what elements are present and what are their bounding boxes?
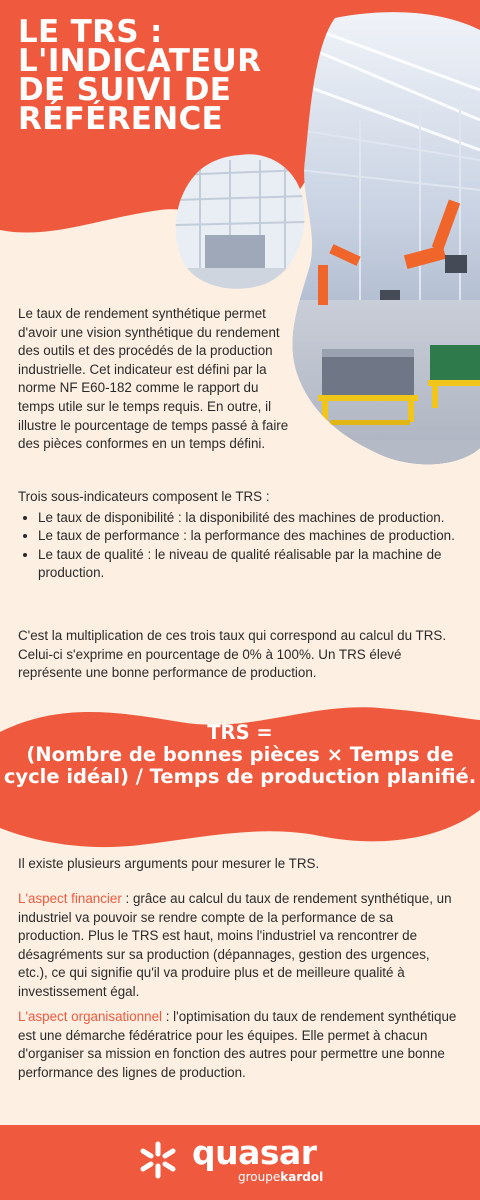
arguments-intro: Il existe plusieurs arguments pour mesurer le TRS.	[18, 856, 320, 871]
financial-aspect-paragraph	[18, 890, 463, 1002]
title-line-3: DE SUIVI DE	[18, 72, 232, 108]
sub-indicators-lead: Trois sous-indicateurs composent le TRS :	[18, 489, 270, 504]
list-item: • Le taux de disponibilité : la disponibilité des machines de production.	[38, 509, 463, 528]
sub-indicators-block	[18, 488, 463, 583]
financial-aspect-label: L'aspect financier	[18, 891, 122, 906]
organisational-aspect-label: L'aspect organisationnel	[18, 1009, 163, 1024]
sub-indicators-list	[18, 509, 463, 583]
group-name	[238, 1170, 323, 1184]
organisational-aspect-paragraph	[18, 1008, 463, 1082]
list-item: • Le taux de performance : la performance des machines de production.	[38, 527, 463, 546]
trs-formula	[0, 722, 480, 788]
financial-aspect-text: : grâce au calcul du taux de rendement synthétique, un industriel va pouvoir se rendre compte de la performance de sa production. Plus le TRS est haut, moins l'industriel va rencontrer de désagréments sur sa production (dépannages, gestion des urgences, etc.), ce qui signifie qu'il va produire plus et de meilleure qualité à investissement égal.	[18, 891, 452, 999]
organisational-aspect-text: : l'optimisation du taux de rendement synthétique est une démarche fédératrice pour les équipes. Elle permet à chacun d'organiser sa mission en fonction des autres pour permettre une bonne performance des lignes de production.	[18, 1009, 457, 1080]
formula-line-3: cycle idéal) / Temps de production planifié.	[3, 765, 477, 788]
title-line-2: L'INDICATEUR	[18, 43, 262, 79]
group-brand: kardol	[280, 1170, 324, 1184]
page-title	[18, 14, 308, 137]
list-item: • Le taux de qualité : le niveau de qualité réalisable par la machine de production.	[38, 546, 463, 583]
quasar-logo	[138, 1133, 348, 1192]
intro-paragraph: Le taux de rendement synthétique permet d'avoir une vision synthétique du rendement des outils et des procédés de la production industrielle. Cet indicateur est défini par la norme NF E60-182 comme le rapport du temps utile sur le temps requis. En outre, il illustre le pourcentage de temps passé à faire des pièces conformes en un temps défini.	[18, 306, 289, 452]
multiplication-paragraph: C'est la multiplication de ces trois taux qui correspond au calcul du TRS. Celui-ci s'exprime en pourcentage de 0% à 100%. Un TRS élevé représente une bonne performance de production.	[18, 628, 447, 681]
formula-line-1: TRS =	[207, 721, 273, 744]
title-line-1: LE TRS :	[18, 14, 163, 50]
brand-name: quasar	[192, 1133, 317, 1172]
quasar-star-icon	[138, 1140, 178, 1180]
title-line-4: RÉFÉRENCE	[18, 101, 224, 137]
formula-line-2: (Nombre de bonnes pièces × Temps de	[26, 743, 454, 766]
group-prefix: groupe	[238, 1170, 281, 1184]
